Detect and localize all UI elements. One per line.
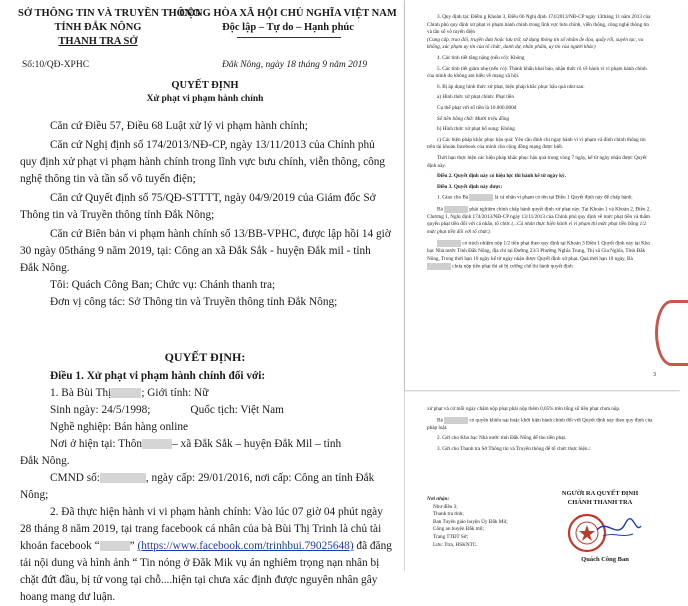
p2-line-15: là cá nhân vi phạm có tên tại Điều 1 Quyết định này để chấp hành. bbox=[494, 194, 633, 201]
legal-basis bbox=[20, 118, 392, 311]
stamp-fragment bbox=[655, 300, 688, 366]
redaction bbox=[469, 194, 493, 201]
agency-line-1: SỞ THÔNG TIN VÀ TRUYỀN THÔNG bbox=[18, 8, 201, 19]
person-id-3: Nông; bbox=[20, 489, 49, 501]
person-name: 1. Bà Bùi Thị bbox=[50, 387, 112, 399]
violation-act-2: đã đăng tải nội dung và hình ảnh “ Tin nóng ở Đăk Mik vụ án nghiêm trọng nạn nhân bị chặt đứt đầu, bị tử vong tại chỗ....hiện tại chưa xác định được nguyên nhân gây hoang mang dư luận. bbox=[20, 540, 392, 603]
republic-heading: CỘNG HÒA XÃ HỘI CHỦ NGHĨA VIỆT NAM bbox=[179, 8, 397, 19]
p2-line-1: 3. Quy định tại: Điểm g Khoản 3, Điều 66 Nghị định 174/2013/NĐ-CP ngày 13tháng 11 năm 2013 của Chính phủ quy định xử phạt vi phạm hành chính trong lĩnh vực bưu chính, viễn thông, công nghệ thông tin và tần số vô tuyến điện bbox=[427, 14, 651, 36]
person-dob: Sinh ngày: 24/5/1998; bbox=[50, 404, 151, 416]
decision-date: Đăk Nông, ngày 18 tháng 9 năm 2019 bbox=[222, 60, 368, 70]
person-id-1: CMND số: bbox=[50, 472, 100, 484]
redaction bbox=[111, 388, 141, 398]
p3-line-5: 3. Gửi cho Thanh tra Sở Thông tin và Truyền thông để tổ chức thực hiện./. bbox=[437, 446, 592, 453]
facebook-link[interactable]: (https://www.facebook.com/trinhbui.79025648) bbox=[137, 540, 354, 552]
signer-title-1: NGƯỜI RA QUYẾT ĐỊNH bbox=[561, 490, 639, 497]
recipients-title: Nơi nhận: bbox=[427, 496, 450, 502]
person-id-2: , ngày cấp: 29/01/2016, nơi cấp: Công an tỉnh Đắk bbox=[145, 472, 375, 484]
recipient: Thanh tra tỉnh; bbox=[433, 511, 464, 518]
recipient: Công an huyện Đắk mil; bbox=[433, 526, 485, 533]
recipient: Lưu: Ttra, HSKNTC. bbox=[433, 541, 478, 548]
recipients bbox=[427, 496, 537, 549]
motto-underline bbox=[237, 37, 341, 38]
page-2-text bbox=[427, 14, 651, 271]
recipient: Như điều 3; bbox=[433, 503, 458, 510]
p2-line-8: Số tiền bằng chữ: Mười triệu đồng bbox=[437, 115, 510, 122]
p2-line-11: Thời hạn thực hiện các biện pháp khắc phục hậu quả trong vòng 7 ngày, kể từ ngày nhận được Quyết định này. bbox=[427, 154, 647, 169]
official-seal-and-signature bbox=[563, 510, 643, 556]
page-number: 3 bbox=[653, 372, 656, 378]
decision-page-3 bbox=[405, 392, 680, 571]
decision-title: QUYẾT ĐỊNH bbox=[171, 80, 239, 91]
p2-line-13: Điều 3. Quyết định này được: bbox=[437, 183, 503, 190]
p2-line-19: có trách nhiệm nộp 1/2 tiền phạt theo quy định tại Khoản 3 Điều 1 Quyết định này tại Kho bạc Nhà nước Tỉnh Đắk Nông, địa chỉ tại Đường 23/3 Phường Nghĩa Trung, Thị xã Gia Nghĩa, Tỉnh Đắk Nông, Trong thời hạn 10 ngày kể từ ngày nhận được Quyết định xử phạt. Quá thời hạn 10 ngày, Bà bbox=[427, 240, 651, 262]
signer-name: Quách Công Ban bbox=[581, 556, 629, 563]
basis-1: Căn cứ Điều 57, Điều 68 Luật xử lý vi phạm hành chính; bbox=[50, 120, 308, 132]
decision-number: Số:10/QĐ-XPHC bbox=[22, 60, 90, 70]
p2-line-5: 6. Bị áp dụng hình thức xử phạt, biện pháp khắc phục hậu quả như sau: bbox=[437, 83, 585, 90]
person-nationality: Quốc tịch: Việt Nam bbox=[190, 404, 284, 416]
unit-line: Đơn vị công tác: Sở Thông tin và Truyền thông tỉnh Đắk Nông; bbox=[50, 296, 338, 308]
person-address-2: – xã Đắk Sắk – huyện Đắk Mil – tỉnh bbox=[172, 438, 342, 450]
p2-line-9: b) Hình thức xử phạt bổ sung: Không bbox=[437, 126, 515, 133]
violation-act: 2. Đã thực hiện hành vi vi phạm hành chính: Vào lúc 07 giờ 04 phút ngày 28 tháng 8 năm 2019, tại trang facebook cá nhân của bà Bùi Thị Trinh là chủ tài khoản facebook “ bbox=[20, 506, 383, 552]
redaction bbox=[444, 417, 468, 424]
motto: Độc lập – Tự do – Hạnh phúc bbox=[222, 22, 354, 33]
redaction bbox=[427, 263, 451, 270]
basis-3: Căn cứ Quyết định số 75/QĐ-STTTT, ngày 04/9/2019 của Giám đốc Sở Thông tin và Truyền thông tỉnh Đắk Nông; bbox=[20, 192, 376, 221]
article-1: Điều 1. Xử phạt vi phạm hành chính đối với: 1. Bà Bùi Thị ; Giới tính: Nữ Sinh ngày: 24/5/1998; Quốc tịch: Việt Nam Nghề nghiệp: Bán hàng online Nơi ở hiện tại: Thôn – xã Đắk Sắk – huyện Đắk Mil – tỉnh Đắk Nông. CMND số: , ngày cấp: 29/01/2016, nơi cấp: Công an tỉnh Đắk Nông; 2. Đã thực hiện hành vi vi phạm hành chính: Vào lúc 07 giờ 04 phút ngày 28 tháng 8 năm 2019, tại trang facebook cá nhân của bà Bùi Thị Trinh là chủ tài khoản facebook “ ” (https://www.facebook.com/trinhbui.79025648) đã đăng tải nội dung và hình ảnh “ Tin nóng ở Đăk Mik vụ án nghiêm trọng nạn nhân bị chặt đứt đầu, bị tử vong tại chỗ....hiện tại chưa xác định được nguyên nhân gây hoang mang dư luận. bbox=[20, 370, 392, 603]
person-address-1: Nơi ở hiện tại: Thôn bbox=[50, 438, 143, 450]
p3-line-1: xử phạt và cứ mỗi ngày chậm nộp phạt phải nộp thêm 0,05% trên tổng số tiền phạt chưa nộp. bbox=[427, 406, 621, 412]
p2-line-14: 1. Giao cho Bà bbox=[437, 194, 469, 201]
decision-page-2 bbox=[405, 0, 680, 391]
signer-line: Tôi: Quách Công Ban; Chức vụ: Chánh thanh tra; bbox=[50, 279, 276, 291]
p2-line-7: Cụ thể phạt với số tiền là 10.000.000đ bbox=[437, 104, 517, 111]
agency-line-3: THANH TRA SỞ bbox=[58, 36, 138, 47]
redaction bbox=[142, 439, 172, 449]
basis-4: Căn cứ Biên bản vi phạm hành chính số 13/BB-VPHC, được lập hồi 14 giờ 30 ngày 05tháng 9 năm 2019, tại: Công an xã Đắk Sắk - huyện Đắk mil - tỉnh Đắk Nông. bbox=[20, 228, 391, 274]
recipient: Trang TTĐT Sở; bbox=[433, 533, 468, 540]
decision-subtitle: Xử phạt vi phạm hành chính bbox=[146, 94, 264, 104]
p2-line-4: 5. Các tình tiết giảm nhẹ (nếu có): Thành khẩn khai báo, nhận thức rõ về hành vi vi phạm hành chính của mình do không am hiểu về mạng xã hội. bbox=[427, 65, 647, 80]
p2-line-18: (...Cá nhân thực hiện hành vi vi phạm thì mức phạt tiền bằng 1/2 mức phạt tiền đối với tổ chức). bbox=[427, 221, 647, 236]
person-address-3: Đắk Nông. bbox=[20, 455, 70, 467]
person-job: Nghề nghiệp: Bán hàng online bbox=[50, 421, 189, 433]
signer-title-2: CHÁNH THANH TRA bbox=[567, 499, 633, 506]
agency-line-2: TỈNH ĐẮK NÔNG bbox=[54, 22, 142, 33]
redaction bbox=[437, 240, 461, 247]
redaction bbox=[100, 541, 130, 551]
p2-line-10: c) Các biện pháp khắc phục hậu quả: Yêu cầu đình chỉ ngay hành vi vi phạm và đính chính thông tin trên tài khoản facebook của mình cho cộng đồng mạng được biết. bbox=[427, 136, 646, 151]
article-1-text: Điều 1. Xử phạt vi phạm hành chính đối với: bbox=[50, 370, 266, 382]
p2-line-2: (Cung cấp, trao đổi, truyền đưa hoặc lưu trữ, sử dụng thông tin số nhằm đe dọa, quấy rối, xuyên tạc, vu khống, xúc phạm uy tín của tổ chức, danh dự, nhân phẩm, uy tín của người khác) bbox=[427, 36, 644, 51]
p3-line-4: 2. Gửi cho Kho bạc Nhà nước tỉnh Đắk Nông để thu tiền phạt. bbox=[437, 435, 567, 442]
p2-line-12: Điều 2. Quyết định này có hiệu lực thi hành kể từ ngày ký. bbox=[437, 173, 566, 180]
basis-2: Căn cứ Nghị định số 174/2013/NĐ-CP, ngày 13/11/2013 của Chính phủ quy định xử phạt vi phạm hành chính trong lĩnh vực bưu chính, viễn thông, công nghệ thông tin và tần số vô tuyến điện; bbox=[20, 139, 386, 185]
decide-heading: QUYẾT ĐỊNH: bbox=[164, 350, 246, 364]
page-3-text bbox=[427, 406, 663, 454]
redaction bbox=[100, 473, 146, 483]
p2-line-6: a) Hình thức xử phạt chính: Phạt tiền bbox=[437, 94, 514, 101]
p3-line-3: có quyền khiếu nại hoặc khởi kiện hành chính đối với Quyết định này theo quy định của pháp luật. bbox=[427, 417, 653, 431]
person-gender: ; Giới tính: Nữ bbox=[141, 387, 209, 399]
p2-line-16: Bà bbox=[437, 206, 443, 213]
p3-line-2: Bà bbox=[437, 417, 443, 424]
p2-line-3: 4. Các tình tiết tăng nặng (nếu có): Không bbox=[437, 54, 525, 61]
recipient: Ban Tuyên giáo huyện Ủy Đắk Mil; bbox=[433, 518, 508, 525]
redaction bbox=[444, 206, 468, 213]
p2-line-17: phải nghiêm chỉnh chấp hành quyết định xử phạt này. Tại Khoản 1 và Khoản 2, Điều 2, Chương 1, Nghị định 174/2013/NĐ-CP ngày 13/11/2013 của Chính phủ quy định về mức phạt tiền và thẩm quyền phạt tiền đối với cá nhân, tổ chức bbox=[427, 206, 651, 228]
p2-line-20: chưa nộp tiền phạt thì sẽ bị cưỡng chế thi hành quyết định bbox=[452, 263, 573, 270]
